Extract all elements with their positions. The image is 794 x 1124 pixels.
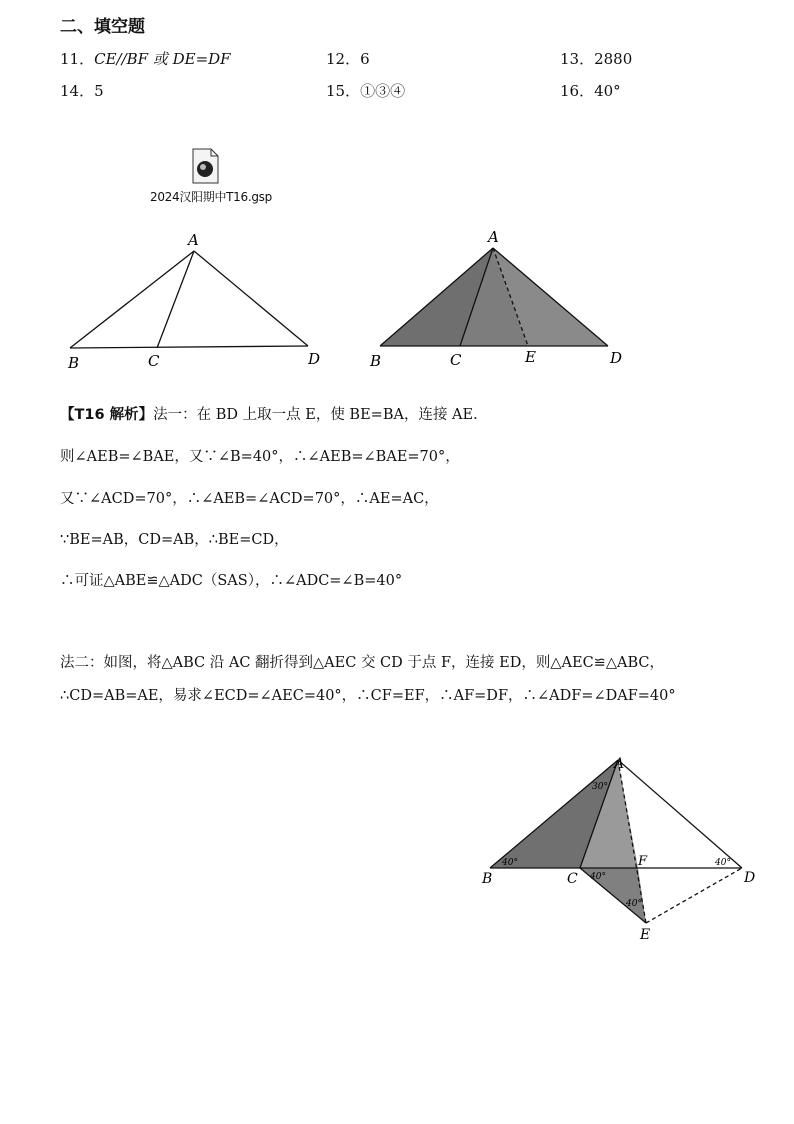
segment-ED-dashed [646, 868, 742, 923]
figure-3-fold [470, 740, 770, 950]
label-D: D [744, 870, 756, 886]
angle-label-A: 30° [592, 782, 608, 792]
answer-number: 12． [326, 50, 361, 68]
figure-1-triangle [60, 228, 340, 378]
solution-tag: 【T16 解析】 [60, 407, 154, 423]
label-A: A [614, 756, 625, 772]
label-C: C [148, 352, 160, 370]
label-F: F [638, 854, 648, 869]
label-A: A [488, 228, 499, 246]
answer-text: CE//BF 或 DE=DF [94, 50, 231, 68]
attachment-filename[interactable]: 2024汉阳期中T16.gsp [150, 190, 272, 204]
label-A: A [188, 231, 199, 249]
answer-16 [560, 80, 621, 101]
answer-number: 15． [326, 82, 361, 100]
segment-AD [618, 760, 742, 868]
label-D: D [308, 350, 321, 368]
method1-line: 法一：在 BD 上取一点 E，使 BE=BA，连接 AE. [153, 407, 478, 423]
section-title: 二、填空题 [60, 17, 145, 37]
label-C: C [450, 351, 462, 369]
angle-label-D: 40° [715, 858, 731, 868]
gsp-file-icon[interactable] [190, 148, 220, 184]
answer-number: 13． [560, 50, 595, 68]
method1-line: 则∠AEB=∠BAE，又∵∠B=40°，∴∠AEB=∠BAE=70°， [60, 449, 460, 465]
label-C: C [567, 871, 578, 887]
answer-text: 40° [594, 82, 621, 100]
method1-line: ∵BE=AB，CD=AB，∴BE=CD， [60, 532, 289, 548]
label-E: E [640, 927, 651, 943]
label-B: B [482, 871, 493, 887]
answer-text: ①③④ [360, 82, 406, 100]
figure-2-triangle [360, 228, 640, 378]
angle-label-B: 40° [502, 858, 518, 868]
answer-number: 16． [560, 82, 595, 100]
solution-line-1 [60, 403, 478, 424]
answer-14 [60, 80, 104, 101]
segment-BD [70, 346, 308, 348]
label-B: B [370, 352, 382, 370]
answer-text: 6 [360, 50, 370, 68]
segment-AD [194, 251, 308, 346]
angle-label-E: 40° [626, 899, 642, 909]
angle-label-C: 40° [590, 872, 606, 882]
answer-15 [326, 80, 405, 101]
label-D: D [610, 349, 623, 367]
method2-line: ∴CD=AB=AE，易求∠ECD=∠AEC=40°，∴CF=EF，∴AF=DF，∴∠ADF=∠DAF=40° [60, 688, 676, 704]
answer-13 [560, 48, 632, 69]
method2-line: 法二：如图，将△ABC 沿 AC 翻折得到△AEC 交 CD 于点 F，连接 ED，则△AEC≌△ABC， [60, 655, 664, 671]
answer-number: 11． [60, 50, 95, 68]
answer-12 [326, 48, 370, 69]
answer-number: 14． [60, 82, 95, 100]
method1-line: 又∵∠ACD=70°，∴∠AEB=∠ACD=70°，∴AE=AC， [60, 491, 439, 507]
answer-11 [60, 48, 231, 69]
method1-line: ∴可证△ABE≌△ADC（SAS），∴∠ADC=∠B=40° [60, 573, 403, 589]
answer-text: 5 [94, 82, 104, 100]
answer-text: 2880 [594, 50, 633, 68]
label-B: B [68, 354, 80, 372]
label-E: E [525, 348, 536, 366]
